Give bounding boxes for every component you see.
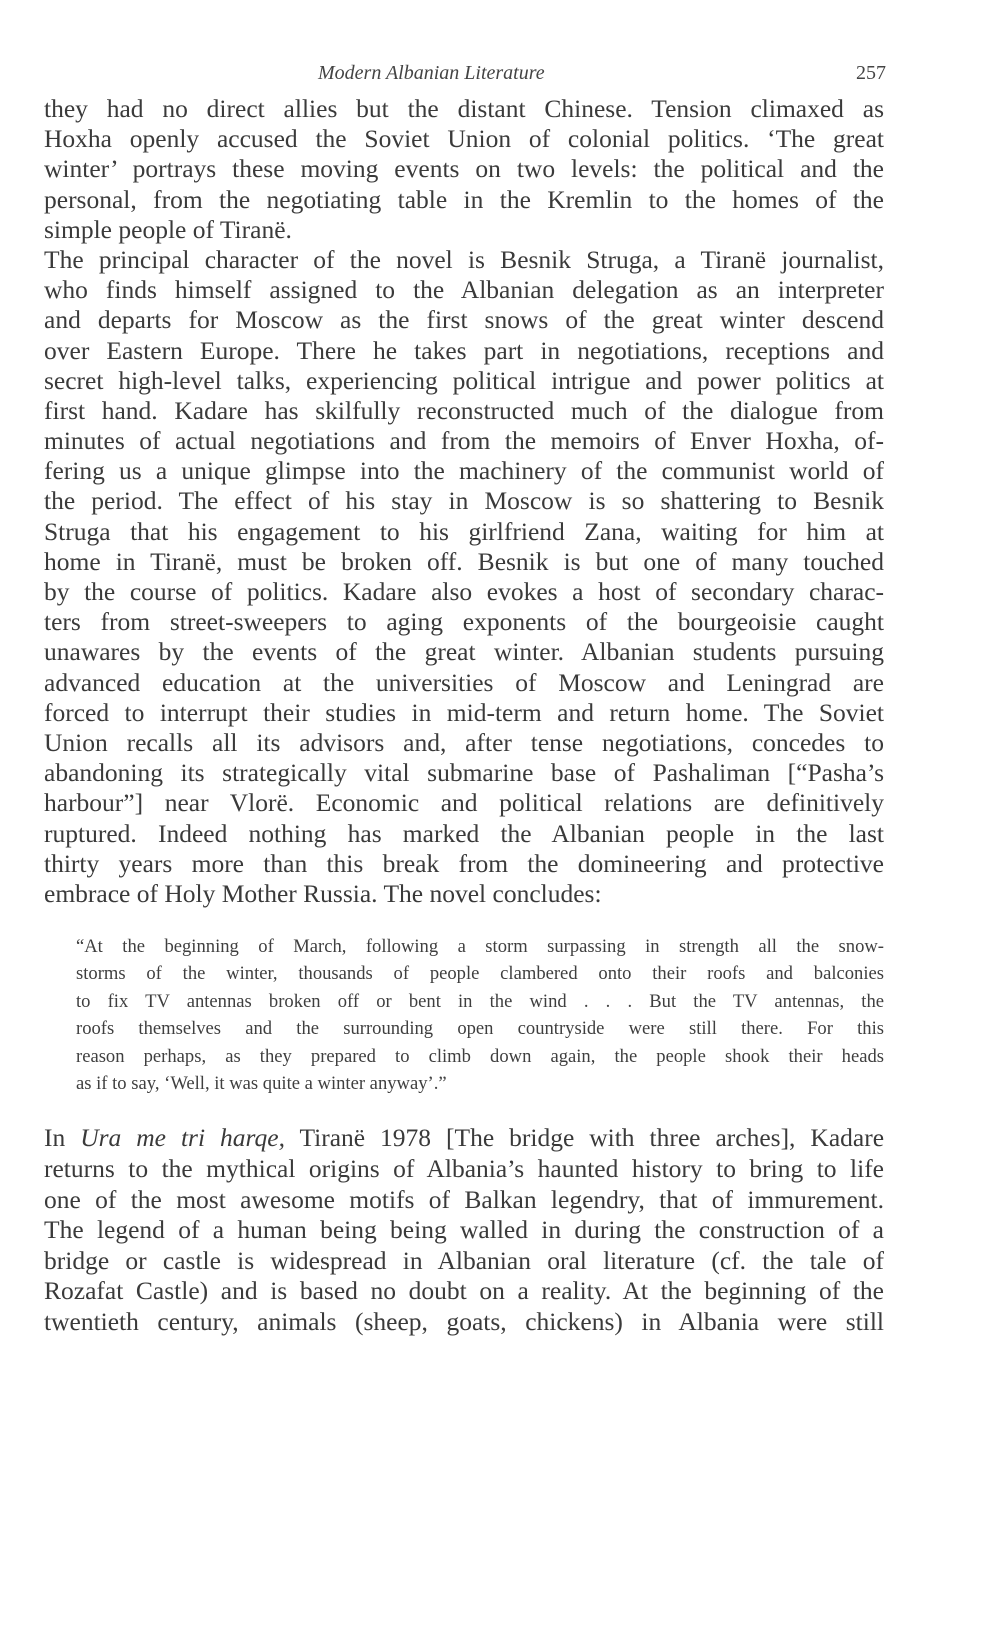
block-quote (76, 933, 884, 1097)
body-line: minutes of actual negotiations and from the memoirs of Enver Hoxha, of- (44, 426, 884, 456)
paragraph-first-line (44, 1123, 884, 1154)
body-line: returns to the mythical origins of Albania’s haunted history to bring to life (44, 1154, 884, 1183)
body-line: home in Tiranë, must be broken off. Besnik is but one of many touched (44, 546, 884, 576)
body-line: they had no direct allies but the distant Chinese. Tension climaxed as (44, 94, 884, 123)
body-line: embrace of Holy Mother Russia. The novel concludes: (44, 878, 602, 908)
running-title: Modern Albanian Literature (318, 62, 545, 84)
body-line: ruptured. Indeed nothing has marked the Albanian people in the last (44, 818, 884, 848)
body-line: who finds himself assigned to the Albanian delegation as an interpreter (44, 275, 884, 305)
body-line: personal, from the negotiating table in the Kremlin to the homes of the (44, 184, 884, 214)
book-title-italic: Ura me tri harqe, (80, 1123, 285, 1153)
body-text (44, 94, 884, 909)
book-page (44, 58, 884, 1338)
body-line: Hoxha openly accused the Soviet Union of colonial politics. ‘The great (44, 124, 884, 154)
body-line: winter’ portrays these moving events on two levels: the political and the (44, 154, 884, 184)
quote-line: to fix TV antennas broken off or bent in the wind . . . But the TV antennas, the (76, 990, 884, 1012)
body-line: bridge or castle is widespread in Albanian oral literature (cf. the tale of (44, 1245, 884, 1275)
quote-line: “At the beginning of March, following a storm surpassing in strength all the snow- (76, 936, 884, 958)
body-line: unawares by the events of the great winter. Albanian students pursuing (44, 637, 884, 667)
body-line: secret high-level talks, experiencing political intrigue and power politics at (44, 365, 884, 395)
body-line: simple people of Tiranë. (44, 214, 292, 244)
body-line: twentieth century, animals (sheep, goats, chickens) in Albania were still (44, 1306, 884, 1336)
body-line: forced to interrupt their studies in mid-term and return home. The Soviet (44, 697, 884, 727)
body-line: thirty years more than this break from the domineering and protective (44, 848, 884, 878)
quote-line: storms of the winter, thousands of people clambered onto their roofs and balconies (76, 963, 884, 985)
body-line: the period. The effect of his stay in Moscow is so shattering to Besnik (44, 486, 884, 516)
running-head (44, 58, 884, 92)
body-line: ters from street-sweepers to aging exponents of the bourgeoisie caught (44, 607, 884, 637)
line-prefix: In (44, 1123, 81, 1153)
line-suffix: Tiranë 1978 [The bridge with three arches], Kadare (284, 1123, 885, 1153)
body-line: by the course of politics. Kadare also evokes a host of secondary charac- (44, 577, 884, 606)
body-line: harbour”] near Vlorë. Economic and political relations are definitively (44, 788, 884, 818)
body-line: over Eastern Europe. There he takes part in negotiations, receptions and (44, 335, 884, 365)
following-paragraph (44, 1123, 884, 1337)
body-line: The legend of a human being being walled in during the construction of a (44, 1215, 884, 1245)
body-line: first hand. Kadare has skilfully reconstructed much of the dialogue from (44, 395, 884, 425)
body-line: advanced education at the universities of Moscow and Leningrad are (44, 667, 884, 697)
quote-line: as if to say, ‘Well, it was quite a winter anyway’.” (76, 1073, 447, 1095)
quote-line: reason perhaps, as they prepared to climb down again, the people shook their heads (76, 1045, 884, 1067)
body-line: Union recalls all its advisors and, after tense negotiations, concedes to (44, 727, 884, 757)
body-line: fering us a unique glimpse into the machinery of the communist world of (44, 456, 884, 486)
body-line: abandoning its strategically vital submarine base of Pashaliman [“Pasha’s (44, 758, 884, 788)
body-line: and departs for Moscow as the first snows of the great winter descend (44, 305, 884, 335)
quote-line: roofs themselves and the surrounding open countryside were still there. For this (76, 1018, 884, 1040)
body-line: Rozafat Castle) and is based no doubt on a reality. At the beginning of the (44, 1276, 884, 1306)
body-line: Struga that his engagement to his girlfriend Zana, waiting for him at (44, 516, 884, 546)
body-line: The principal character of the novel is Besnik Struga, a Tiranë journalist, (44, 244, 884, 274)
body-line: one of the most awesome motifs of Balkan legendry, that of immurement. (44, 1184, 884, 1214)
page-number: 257 (856, 62, 886, 84)
